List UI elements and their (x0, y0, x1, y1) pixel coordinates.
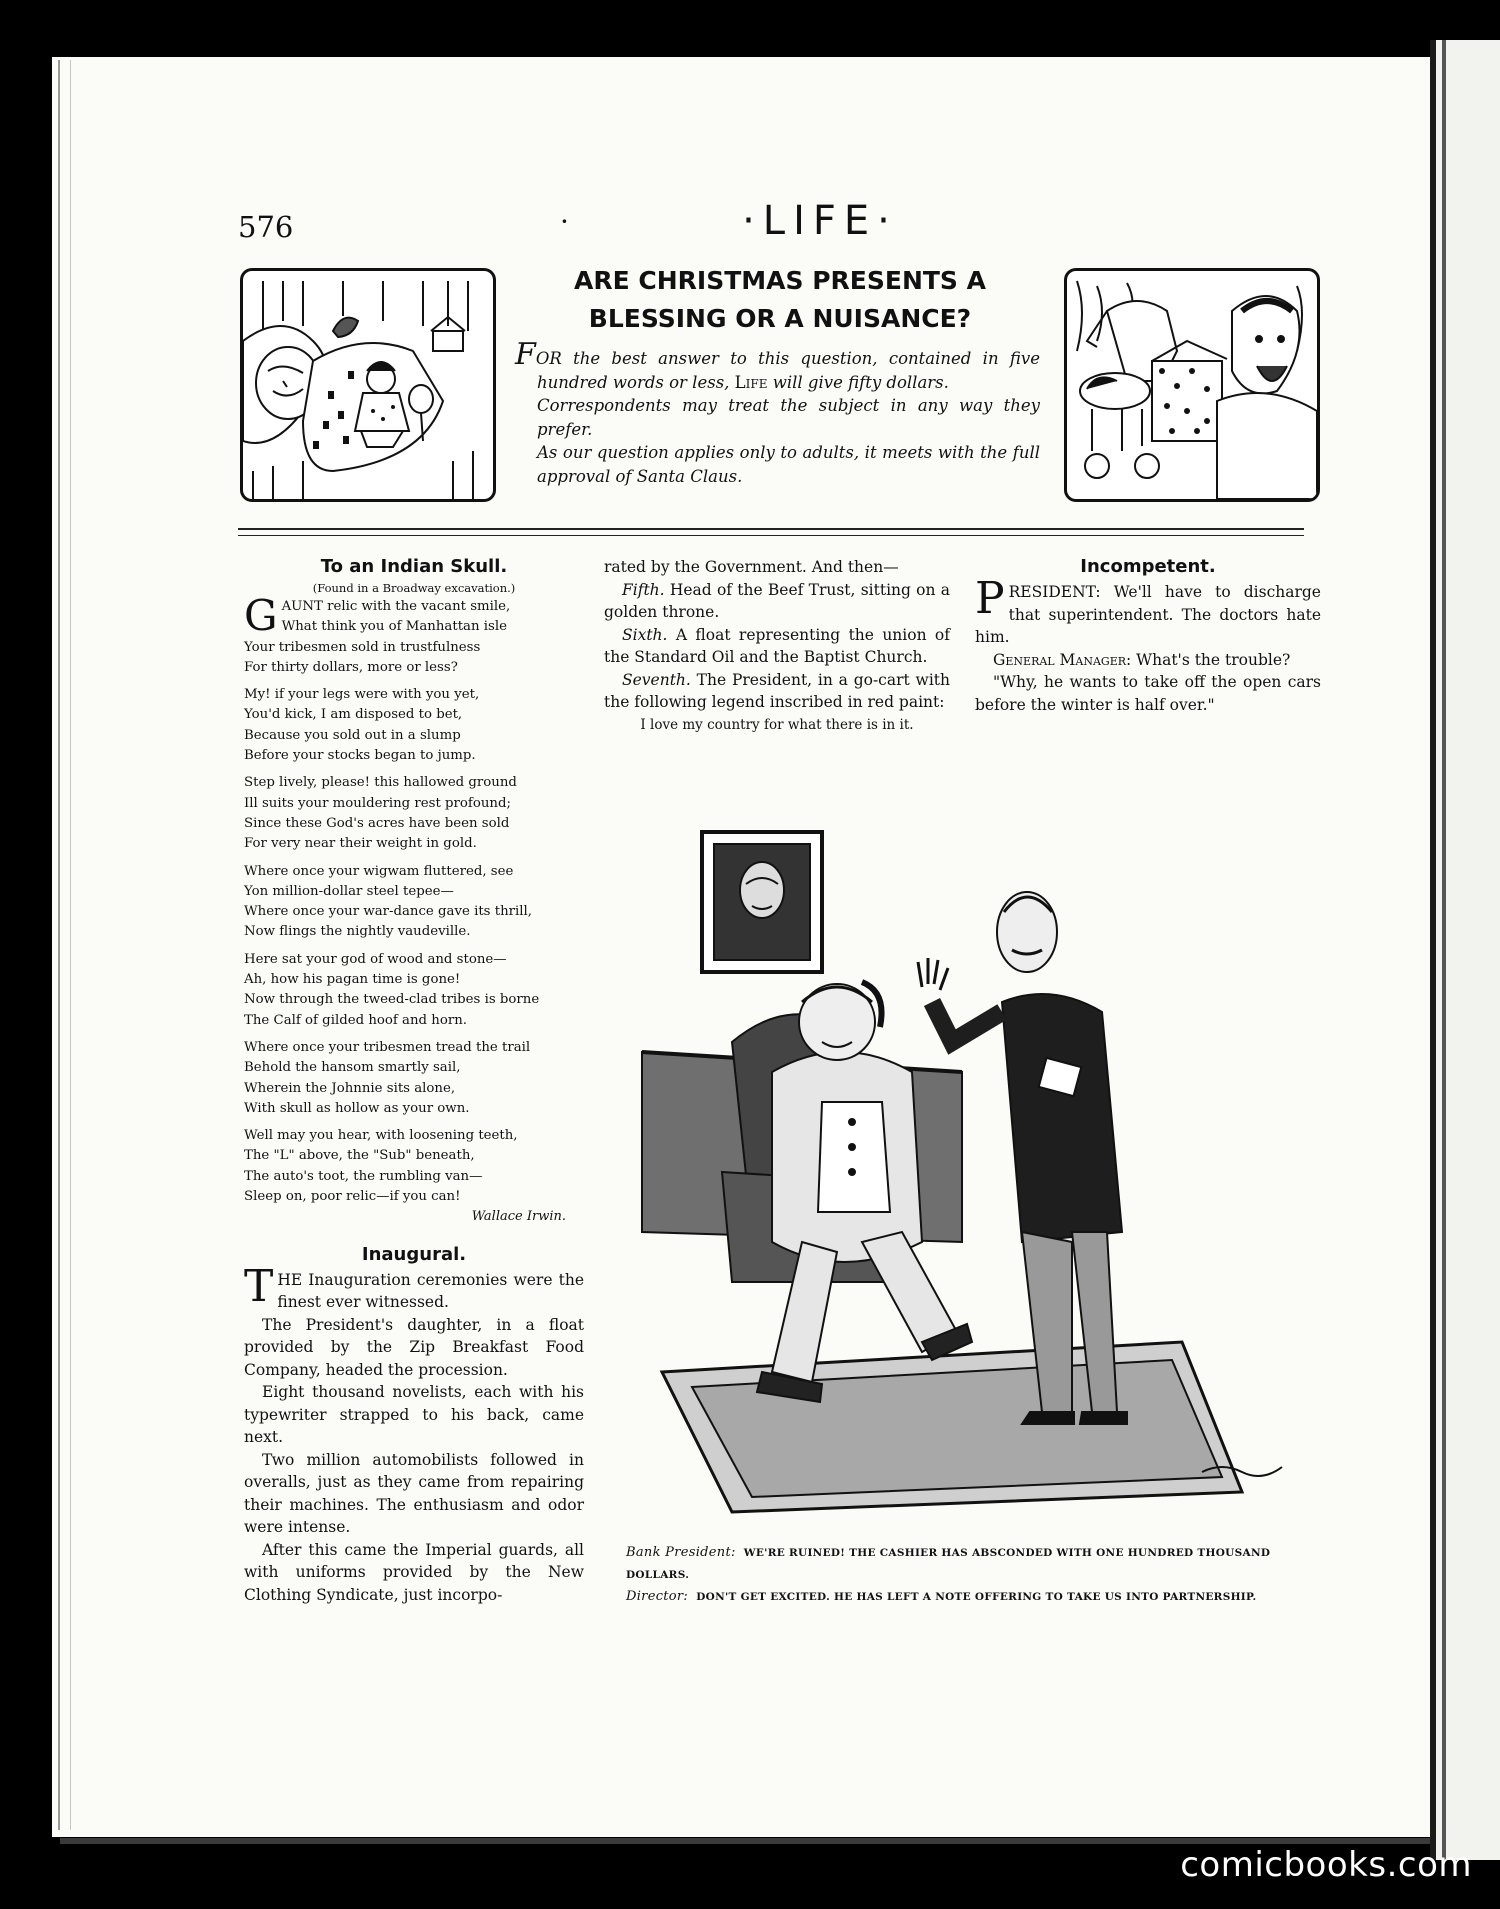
column-left (244, 556, 584, 1606)
watermark-brand: comicbooks.com (1180, 1845, 1472, 1885)
poem-line: What think you of Manhattan isle (281, 619, 507, 635)
author-signature: Wallace Irwin. (471, 1209, 566, 1225)
poem-stanza (244, 773, 584, 854)
poem-line: Sleep on, poor relic—if you can! (244, 1189, 461, 1205)
section-divider (238, 528, 1304, 530)
speaker-label: RESIDENT: (1008, 583, 1101, 601)
christmas-vignette-left (240, 268, 496, 502)
paragraph: rated by the Government. And then— (604, 558, 899, 576)
masthead-dot: · (560, 205, 569, 238)
bank-cartoon-illustration (622, 812, 1330, 1520)
paragraph: "Why, he wants to take off the open cars before the winter is half over." (975, 673, 1321, 714)
poem-line: AUNT relic with the vacant smile, (281, 599, 511, 614)
poem-line: The auto's toot, the rumbling van— (244, 1168, 483, 1184)
contest-title-line: BLESSING OR A NUISANCE? (588, 304, 972, 333)
caption-dialogue: DON'T GET EXCITED. HE HAS LEFT A NOTE OFFERING TO TAKE US INTO PARTNERSHIP. (696, 1591, 1257, 1603)
drop-cap: G (244, 591, 278, 640)
list-label: Fifth. (622, 580, 665, 599)
paragraph-text: Head of the Beef Trust, sitting on a golden throne. (604, 580, 950, 621)
incompetent-body (975, 573, 1321, 716)
paragraph: Two million automobilists followed in overalls, just as they came from repairing their machines. The enthusiasm and odor were intense. (244, 1450, 584, 1537)
contest-announcement (515, 337, 1040, 488)
poem-stanza (244, 950, 584, 1031)
article-title-inaugural: Inaugural. (361, 1243, 467, 1265)
life-mention: Life (734, 372, 768, 392)
paragraph (604, 669, 950, 714)
inaugural-body (244, 1260, 584, 1607)
caption-dialogue: WE'RE RUINED! THE CASHIER HAS ABSCONDED WITH ONE HUNDRED THOUSAND DOLLARS. (626, 1547, 1271, 1581)
page-bottom-edge (60, 1838, 1430, 1844)
paragraph (975, 649, 1321, 672)
caption-speaker: Director: (626, 1589, 689, 1604)
poem-line: Step lively, please! this hallowed ground (244, 775, 517, 791)
paragraph: The President's daughter, in a float provided by the Zip Breakfast Food Company, headed the procession. (244, 1315, 584, 1379)
poem-stanza (244, 591, 584, 678)
poem-line: Before your stocks began to jump. (244, 748, 476, 764)
page-number: 576 (238, 210, 294, 244)
poem-stanza (244, 685, 584, 766)
contest-paragraph (515, 337, 1040, 394)
contest-text: OR the best answer to this question, contained in five (535, 349, 1040, 368)
poem-line: Well may you hear, with loosening teeth, (244, 1128, 518, 1144)
poem-line: For thirty dollars, more or less? (244, 659, 458, 675)
paragraph-text: What's the trouble? (1136, 650, 1291, 669)
caption-speaker: Bank President: (626, 1545, 736, 1560)
poem-stanza (244, 862, 584, 943)
adjacent-page-edge (1430, 40, 1500, 1860)
page-stack-edge (58, 60, 71, 1830)
article-title-incompetent: Incompetent. (1080, 556, 1216, 577)
poem-line: Where once your tribesmen tread the trail (244, 1039, 531, 1055)
paragraph-text: A float representing the union of the Standard Oil and the Baptist Church. (604, 625, 950, 666)
paragraph: Eight thousand novelists, each with his typewriter strapped to his back, came next. (244, 1383, 584, 1447)
poem-line: With skull as hollow as your own. (244, 1100, 470, 1116)
paragraph (975, 573, 1321, 649)
section-divider (238, 535, 1304, 536)
drop-cap: F (515, 337, 536, 372)
poem-body (244, 591, 584, 1228)
poem-line: Where once your wigwam fluttered, see (244, 863, 514, 879)
contest-text: will give fifty dollars. (772, 372, 949, 392)
paragraph (604, 624, 950, 669)
poem-line: The "L" above, the "Sub" beneath, (244, 1148, 475, 1164)
paragraph-text: We'll have to discharge that superintendent. The doctors hate him. (975, 583, 1321, 646)
column-right (975, 556, 1321, 716)
masthead-title: ·LIFE· (742, 198, 898, 244)
contest-title-line: ARE CHRISTMAS PRESENTS A (574, 266, 986, 295)
paragraph (604, 579, 950, 624)
poem-line: Wherein the Johnnie sits alone, (244, 1080, 456, 1096)
poem-line: Because you sold out in a slump (244, 727, 461, 743)
list-label: Sixth. (622, 625, 668, 644)
contest-text: hundred words or less, (537, 372, 730, 392)
poem-line: Where once your war-dance gave its thrill, (244, 904, 532, 920)
poem-line: Here sat your god of wood and stone— (244, 951, 507, 967)
christmas-vignette-right (1064, 268, 1320, 502)
poem-line: For very near their weight in gold. (244, 836, 477, 852)
contest-question-title (520, 262, 1040, 338)
speaker-label: General Manager: (993, 650, 1132, 669)
caption-line (626, 1542, 1316, 1586)
contest-paragraph: Correspondents may treat the subject in any way they prefer. (537, 396, 1040, 439)
poem-line: Now flings the nightly vaudeville. (244, 924, 471, 940)
poem-line: The Calf of gilded hoof and horn. (244, 1012, 467, 1028)
paragraph-text: HE Inauguration ceremonies were the finest ever witnessed. (277, 1270, 584, 1312)
paragraph (244, 1260, 584, 1314)
poem-line: Since these God's acres have been sold (244, 815, 510, 831)
poem-line: Now through the tweed-clad tribes is borne (244, 992, 540, 1008)
cartoon-caption (626, 1542, 1316, 1608)
poem-line: Ill suits your mouldering rest profound; (244, 795, 511, 811)
inaugural-continued (604, 556, 950, 736)
paragraph: After this came the Imperial guards, all with uniforms provided by the New Clothing Syndicate, just incorpo- (244, 1540, 584, 1604)
caption-line (626, 1586, 1316, 1608)
column-middle (604, 556, 950, 736)
poem-stanza (244, 1038, 584, 1119)
poem-line: You'd kick, I am disposed to bet, (244, 707, 463, 723)
poem-line: My! if your legs were with you yet, (244, 687, 480, 703)
drop-cap: P (975, 573, 1005, 624)
poem-title: To an Indian Skull. (320, 556, 508, 577)
poem-stanza (244, 1126, 584, 1207)
poem-line: Yon million-dollar steel tepee— (244, 883, 454, 899)
poem-line: Your tribesmen sold in trustfulness (244, 639, 481, 655)
drop-cap: T (244, 1260, 274, 1312)
list-label: Seventh. (622, 670, 691, 689)
poem-subtitle: (Found in a Broadway excavation.) (312, 581, 516, 595)
contest-paragraph: As our question applies only to adults, it meets with the full approval of Santa Claus. (537, 443, 1040, 486)
paragraph-text: The President, in a go-cart with the following legend inscribed in red paint: (604, 670, 950, 711)
legend-quote: I love my country for what there is in it. (640, 716, 914, 733)
poem-line: Ah, how his pagan time is gone! (244, 972, 461, 988)
poem-line: Behold the hansom smartly sail, (244, 1060, 461, 1076)
